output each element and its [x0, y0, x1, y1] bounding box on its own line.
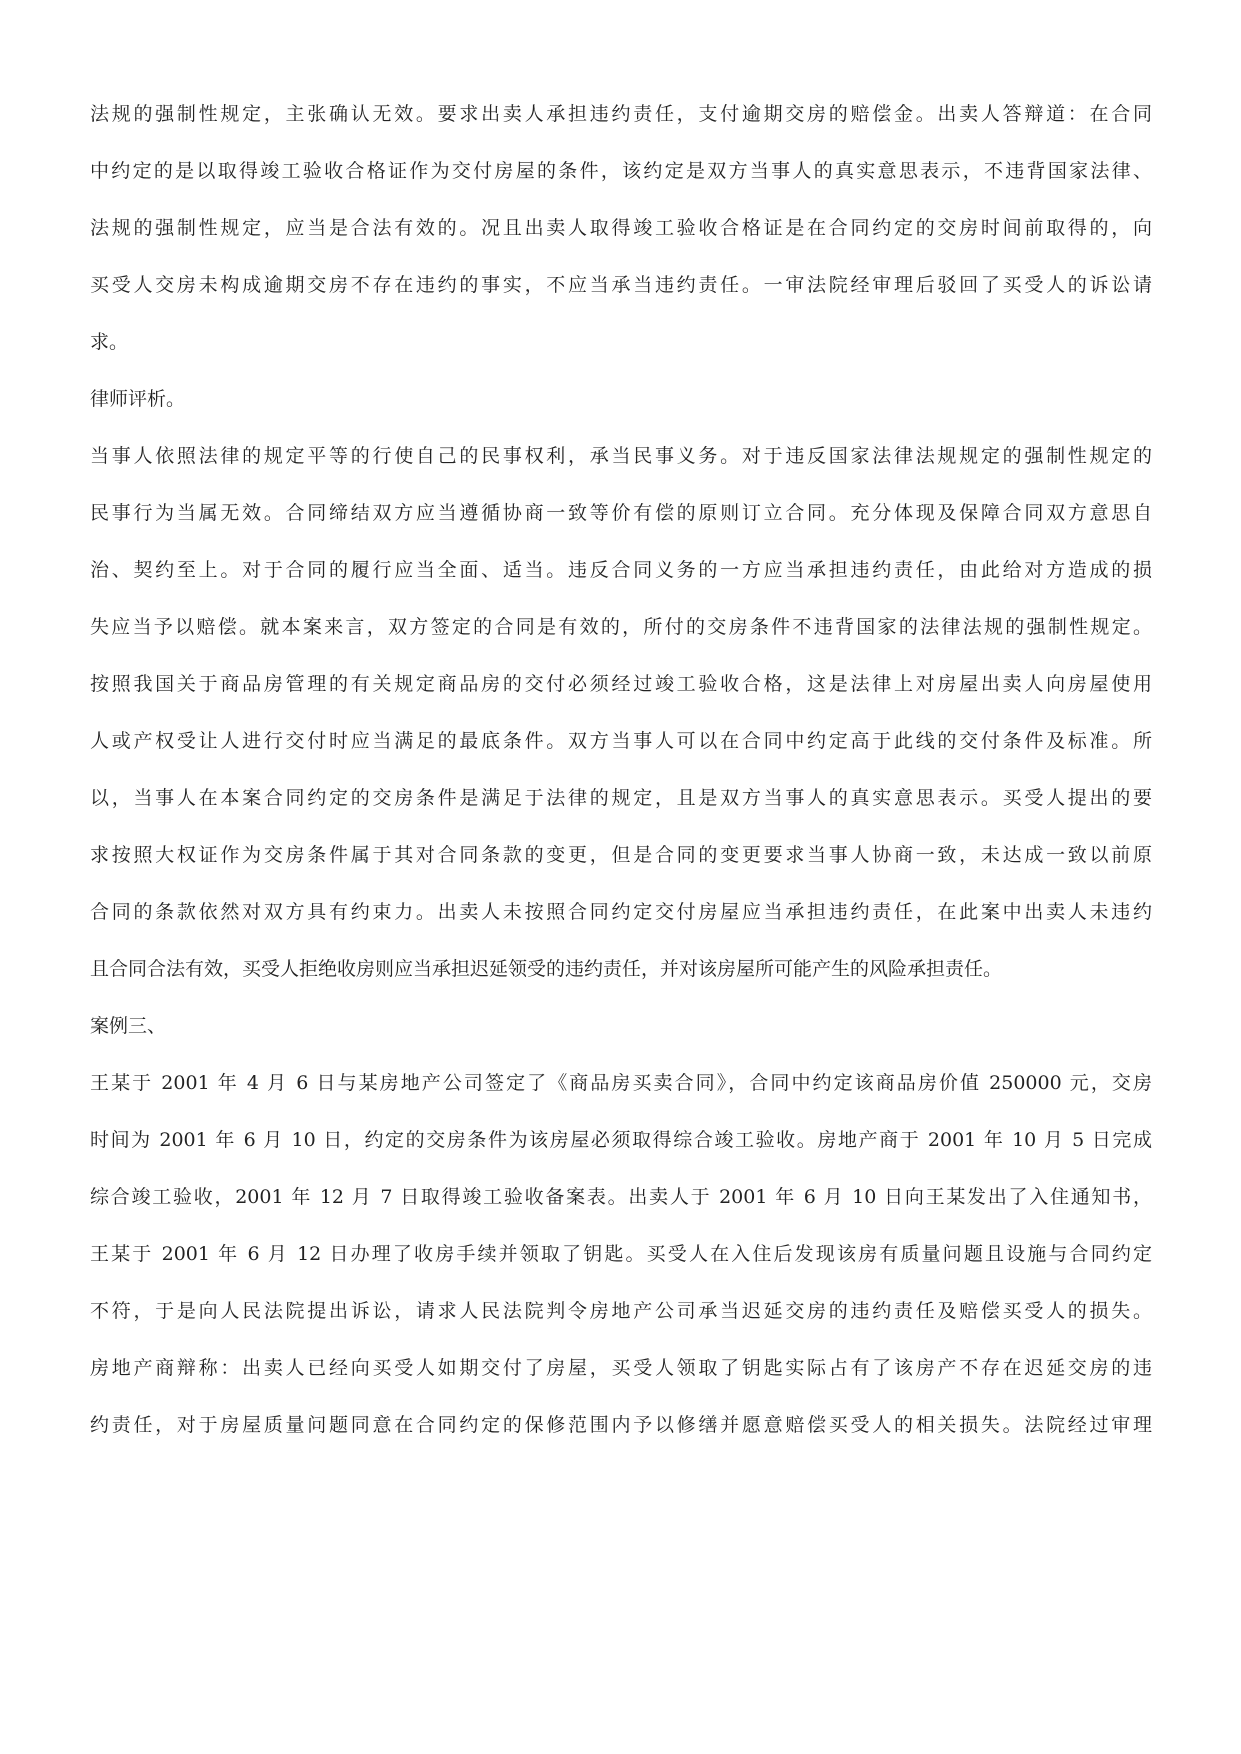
- document-body: [90, 96, 1152, 1464]
- text-line: 王某于 2001 年 6 月 12 日办理了收房手续并领取了钥匙。买受人在入住后发现该房有质量问题且设施与合同约定: [90, 1243, 1152, 1265]
- text-line: 求。: [90, 331, 129, 353]
- text-line: 失应当予以赔偿。就本案来言，双方签定的合同是有效的，所付的交房条件不违背国家的法律法规的强制性规定。: [90, 616, 1152, 638]
- text-line: 买受人交房未构成逾期交房不存在违约的事实，不应当承当违约责任。一审法院经审理后驳回了买受人的诉讼请: [90, 274, 1152, 296]
- text-line: 中约定的是以取得竣工验收合格证作为交付房屋的条件，该约定是双方当事人的真实意思表示，不违背国家法律、: [90, 160, 1152, 182]
- text-line: 时间为 2001 年 6 月 10 日，约定的交房条件为该房屋必须取得综合竣工验收。房地产商于 2001 年 10 月 5 日完成: [90, 1129, 1152, 1151]
- text-line: 求按照大权证作为交房条件属于其对合同条款的变更，但是合同的变更要求当事人协商一致，未达成一致以前原: [90, 844, 1152, 866]
- text-line: 法规的强制性规定，应当是合法有效的。况且出卖人取得竣工验收合格证是在合同约定的交房时间前取得的，向: [90, 217, 1152, 239]
- text-line: 治、契约至上。对于合同的履行应当全面、适当。违反合同义务的一方应当承担违约责任，由此给对方造成的损: [90, 559, 1152, 581]
- text-line: 合同的条款依然对双方具有约束力。出卖人未按照合同约定交付房屋应当承担违约责任，在此案中出卖人未违约: [90, 901, 1152, 923]
- text-line: 约责任，对于房屋质量问题同意在合同约定的保修范围内予以修缮并愿意赔偿买受人的相关损失。法院经过审理: [90, 1414, 1152, 1436]
- text-line: 案例三、: [90, 1015, 167, 1037]
- text-line: 且合同合法有效，买受人拒绝收房则应当承担迟延领受的违约责任，并对该房屋所可能产生的风险承担责任。: [90, 958, 1003, 980]
- text-line: 以，当事人在本案合同约定的交房条件是满足于法律的规定，且是双方当事人的真实意思表示。买受人提出的要: [90, 787, 1152, 809]
- text-line: 律师评析。: [90, 388, 186, 410]
- text-line: 当事人依照法律的规定平等的行使自己的民事权利，承当民事义务。对于违反国家法律法规规定的强制性规定的: [90, 445, 1152, 467]
- text-line: 王某于 2001 年 4 月 6 日与某房地产公司签定了《商品房买卖合同》，合同中约定该商品房价值 250000 元，交房: [90, 1072, 1152, 1094]
- text-line: 不符，于是向人民法院提出诉讼，请求人民法院判令房地产公司承当迟延交房的违约责任及赔偿买受人的损失。: [90, 1300, 1152, 1322]
- text-line: 综合竣工验收，2001 年 12 月 7 日取得竣工验收备案表。出卖人于 2001 年 6 月 10 日向王某发出了入住通知书，: [90, 1186, 1152, 1208]
- text-line: 房地产商辩称：出卖人已经向买受人如期交付了房屋，买受人领取了钥匙实际占有了该房产不存在迟延交房的违: [90, 1357, 1152, 1379]
- text-line: 民事行为当属无效。合同缔结双方应当遵循协商一致等价有偿的原则订立合同。充分体现及保障合同双方意思自: [90, 502, 1152, 524]
- text-line: 人或产权受让人进行交付时应当满足的最底条件。双方当事人可以在合同中约定高于此线的交付条件及标准。所: [90, 730, 1152, 752]
- text-line: 按照我国关于商品房管理的有关规定商品房的交付必须经过竣工验收合格，这是法律上对房屋出卖人向房屋使用: [90, 673, 1152, 695]
- text-line: 法规的强制性规定，主张确认无效。要求出卖人承担违约责任，支付逾期交房的赔偿金。出卖人答辩道：在合同: [90, 103, 1152, 125]
